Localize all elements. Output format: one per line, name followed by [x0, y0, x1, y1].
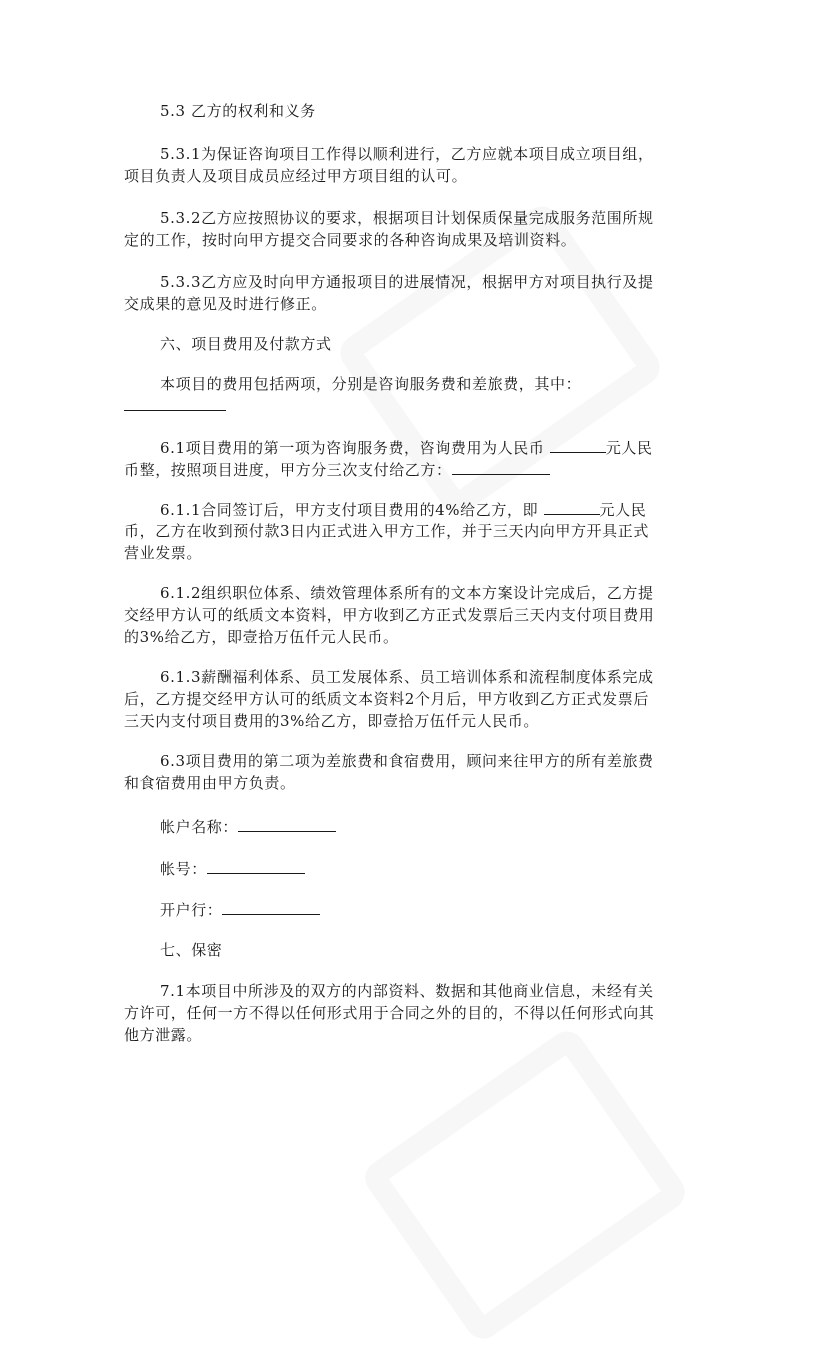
paragraph-line: 6.1.3薪酬福利体系、员工发展体系、员工培训体系和流程制度体系完成	[160, 668, 654, 686]
paragraph-line: 定的工作，按时向甲方提交合同要求的各种咨询成果及培训资料。	[124, 231, 577, 249]
account-number-field	[160, 857, 704, 880]
text-segment: 元人民	[605, 439, 653, 457]
text-segment: 6.1项目费用的第一项为咨询服务费，咨询费用为人民币	[160, 439, 550, 457]
paragraph-line: 方许可，任何一方不得以任何形式用于合同之外的目的，不得以任何形式向其	[124, 1004, 655, 1022]
blank-line	[124, 410, 226, 411]
watermark	[358, 1024, 691, 1345]
paragraph-line	[124, 458, 704, 481]
field-label: 帐户名称：	[160, 818, 239, 836]
section-heading: 5.3 乙方的权利和义务	[160, 102, 316, 120]
section-heading: 七、保密	[160, 941, 223, 959]
paragraph-line: 的3%给乙方，即壹拾万伍仟元人民币。	[124, 628, 399, 646]
paragraph-line: 项目负责人及项目成员应经过甲方项目组的认可。	[124, 167, 468, 185]
section-heading: 六、项目费用及付款方式	[160, 335, 332, 353]
blank-line	[550, 436, 606, 453]
paragraph-line: 交经甲方认可的纸质文本资料，甲方收到乙方正式发票后三天内支付项目费用	[124, 606, 655, 624]
text-segment: 6.1.1合同签订后，甲方支付项目费用的4%给乙方，即	[160, 501, 544, 519]
paragraph-line: 5.3.2乙方应按照协议的要求，根据项目计划保质保量完成服务范围所规	[160, 209, 654, 227]
paragraph-line: 他方泄露。	[124, 1026, 203, 1044]
paragraph-line: 营业发票。	[124, 544, 203, 562]
account-name-field	[160, 815, 704, 838]
paragraph-line: 6.1.2组织职位体系、绩效管理体系所有的文本方案设计完成后，乙方提	[160, 584, 654, 602]
paragraph-line: 5.3.3乙方应及时向甲方通报项目的进展情况，根据甲方对项目执行及提	[160, 273, 654, 291]
paragraph-line: 后，乙方提交经甲方认可的纸质文本资料2个月后，甲方收到乙方正式发票后	[124, 690, 649, 708]
text-segment: 币整，按照项目进度，甲方分三次支付给乙方：	[124, 461, 452, 479]
paragraph-line: 三天内支付项目费用的3%给乙方，即壹拾万伍仟元人民币。	[124, 712, 539, 730]
blank-line	[207, 857, 305, 874]
paragraph-line: 5.3.1为保证咨询项目工作得以顺利进行，乙方应就本项目成立项目组，	[160, 145, 654, 163]
blank-line	[238, 815, 336, 832]
paragraph-line: 交成果的意见及时进行修正。	[124, 295, 327, 313]
paragraph-line	[160, 436, 704, 459]
paragraph-line: 和食宿费用由甲方负责。	[124, 774, 296, 792]
paragraph-line	[160, 498, 704, 521]
bank-field	[160, 898, 704, 921]
blank-line	[544, 498, 600, 515]
text-segment: 元人民	[599, 501, 647, 519]
field-label: 帐号：	[160, 860, 207, 878]
paragraph-line: 本项目的费用包括两项，分别是咨询服务费和差旅费，其中：	[160, 375, 582, 393]
field-label: 开户行：	[160, 901, 223, 919]
paragraph-line: 6.3项目费用的第二项为差旅费和食宿费用，顾问来往甲方的所有差旅费	[160, 752, 654, 770]
paragraph-line: 7.1本项目中所涉及的双方的内部资料、数据和其他商业信息，未经有关	[160, 982, 654, 1000]
paragraph-line: 币，乙方在收到预付款3日内正式进入甲方工作，并于三天内向甲方开具正式	[124, 522, 649, 540]
blank-line	[222, 898, 320, 915]
blank-line	[452, 458, 550, 475]
